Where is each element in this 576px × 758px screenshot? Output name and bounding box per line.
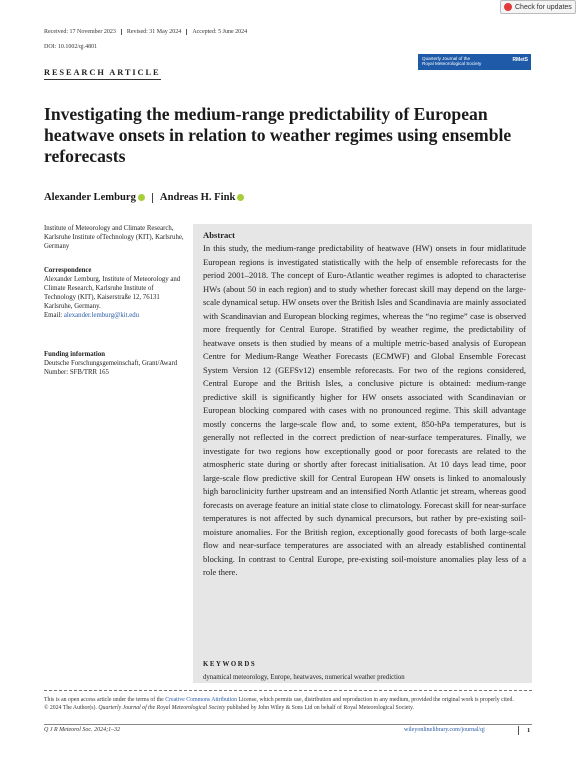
license-part2: License, which permits use, distribution and reproduction in any medium, provided the original work is properly cited.: [237, 697, 514, 703]
check-for-updates-button[interactable]: [500, 0, 576, 14]
keywords-list: dynamical meteorology, Europe, heatwaves, numerical weather prediction: [203, 674, 405, 681]
funding-text: Deutsche Forschungsgemeinschaft, Grant/Award Number: SFB/TRR 165: [44, 360, 178, 377]
abstract-heading: Abstract: [203, 230, 235, 240]
orcid-icon[interactable]: [237, 194, 244, 201]
accepted-date: Accepted: 5 June 2024: [192, 29, 248, 35]
author-separator: [152, 193, 153, 203]
email-label: Email:: [44, 312, 63, 320]
license-text: [44, 696, 534, 713]
footer-divider: [44, 724, 532, 725]
author-name[interactable]: Andreas H. Fink: [159, 192, 236, 203]
footer-separator: [518, 726, 519, 735]
article-title: Investigating the medium-range predictability of European heatwave onsets in relation to weather regimes using ensemble reforecasts: [44, 104, 512, 166]
page-number: 1: [527, 727, 531, 734]
keywords-heading: KEYWORDS: [203, 661, 257, 668]
funding-section: [44, 350, 184, 377]
article-type-divider: [44, 79, 161, 80]
update-badge-icon: [504, 3, 512, 11]
correspondence-heading: Correspondence: [44, 267, 92, 274]
correspondence-text: Alexander Lemburg, Institute of Meteorology and Climate Research, Karlsruhe Institute of Technology (KIT), Kaiserstraße 12, 76131 Karlsruhe, Germany.: [44, 276, 181, 311]
journal-name: Quarterly Journal of the Royal Meteorological Society: [98, 705, 226, 712]
correspondence-email-line: [44, 311, 184, 320]
abstract-body: In this study, the medium-range predictability of heatwave (HW) onsets in four midlatitude European regions is investigated statistically with the help of ensemble reforecasts for the period 2001–2018. The concept of Euro-Atlantic weather regimes is adopted to characterise HWs (about 50 in each region) and to study whether forecast skill may depend on the large-scale dynamical setup. HW onsets over the British Isles and Scandinavia are mainly associated with Scandinavian and European blocking regimes, whereas the “no regime” case is observed more frequently for Central Europe. Stratified by weather regime, the predictability of heatwave onsets is then studied by means of a multiple metric-based analysis of European Centre for Medium-Range Weather Forecasts (ECMWF) and Global Ensemble Forecast System Version 12 (GEFSv12) ensemble reforecasts. For two of the regions considered, Central Europe and the British Isles, a conclusive picture is obtained: medium-range predictive skill is significantly higher for HW onsets associated with Scandinavian or European blocking compared with cases with no pronounced regime. This skill advantage mostly concerns the large-scale flow and, to some extent, 850-hPa temperatures, but is generally not reflected in the correct prediction of near-surface temperatures. Finally, we investigate for two regions how exceptionally good or poor forecasts are related to the atmospheric state during or shortly after forecast initialisation. At 10 days lead time, poor large-scale flow predictive skill for Central European HW onsets is linked to anomalously high baroclinicity further upstream and an intensified North Atlantic jet stream, whereas good forecasts on average feature an initial state close to climatology. Forecast skill for near-surface temperatures is not affected by such dynamical precursors, but rather by pre-existing soil-moisture anomalies. For the British region, exceptionally good forecasts of both large-scale flow and near-surface temperatures are associated with an already established continental blocking. In contrast to Central Europe, pre-existing soil-moisture anomalies play less of a role there.: [203, 243, 526, 577]
publication-dates: [44, 29, 252, 35]
check-for-updates-label: Check for updates: [515, 3, 572, 11]
author-name[interactable]: Alexander Lemburg: [44, 192, 136, 203]
affiliation: Institute of Meteorology and Climate Research, Karlsruhe Institute ofTechnology (KIT), Karlsruhe, Germany: [44, 225, 184, 251]
revised-date: Revised: 31 May 2024: [122, 29, 188, 35]
orcid-icon[interactable]: [138, 194, 145, 201]
journal-logo-line2: Royal Meteorological Society: [422, 61, 482, 67]
cc-license-link[interactable]: Creative Commons Attribution: [165, 697, 238, 703]
journal-url-link[interactable]: wileyonlinelibrary.com/journal/qj: [404, 727, 485, 733]
email-link[interactable]: alexander.lemburg@kit.edu: [63, 312, 140, 320]
citation-text: Q J R Meteorol Soc. 2024;1–32: [44, 727, 121, 733]
rmets-logo: RMetS: [512, 57, 528, 63]
doi-link[interactable]: DOI: 10.1002/qj.4801: [44, 44, 98, 50]
correspondence-section: [44, 266, 184, 321]
license-part1: This is an open access article under the terms of the: [44, 697, 166, 703]
funding-heading: Funding information: [44, 351, 105, 358]
copyright-suffix: published by John Wiley & Sons Ltd on behalf of Royal Meteorological Society.: [225, 705, 414, 712]
author-list: [44, 192, 244, 203]
journal-logo-line1: Quarterly Journal of the: [422, 56, 471, 61]
article-type-label: RESEARCH ARTICLE: [44, 68, 161, 77]
copyright-prefix: © 2024 The Author(s).: [44, 705, 99, 712]
journal-logo[interactable]: [418, 54, 531, 70]
license-divider: [44, 690, 532, 691]
received-date: Received: 17 November 2023: [44, 29, 122, 35]
